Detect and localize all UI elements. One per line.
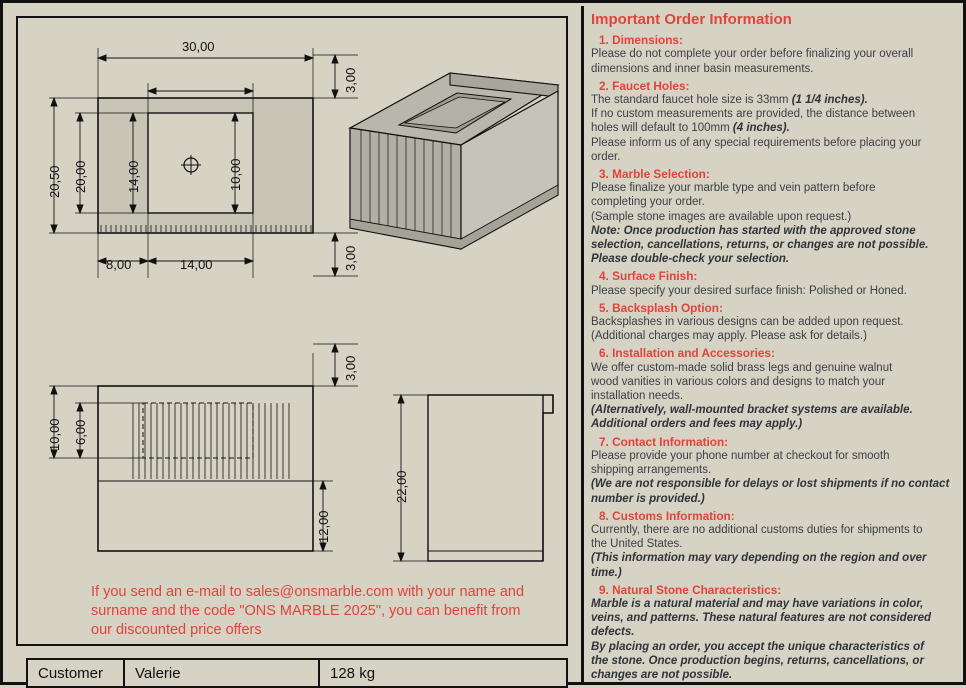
info-section-line (591, 492, 963, 506)
info-line-text: changes are not possible. (591, 668, 733, 681)
info-line-text: If no custom measurements are provided, the distance between (591, 108, 916, 121)
info-section-line (591, 284, 963, 298)
info-line-text: order. (591, 150, 621, 163)
info-line-text: Please finalize your marble type and vein pattern before (591, 182, 876, 195)
title-block (26, 658, 568, 688)
dim-offset-left: 8,00 (106, 257, 132, 272)
info-line-text: The standard faucet hole size is 33mm (591, 94, 792, 107)
weight-value: 128 kg (330, 664, 376, 682)
info-section-line (591, 252, 963, 266)
dim-front-left-inner: 6,00 (73, 419, 88, 445)
dim-front-top-right: 3,00 (343, 355, 358, 381)
info-section-line (591, 668, 963, 682)
info-section-line (591, 121, 963, 135)
info-line-text: Please specify your desired surface finish: Polished or Honed. (591, 284, 907, 297)
dim-basin-width: 14,00 (126, 160, 141, 193)
info-line-text: completing your order. (591, 196, 705, 209)
drawing-vectors (13, 13, 575, 653)
info-line-text: Please double-check your selection. (591, 253, 790, 266)
info-line-text: holes will default to 100mm (591, 122, 733, 135)
info-section-line (591, 238, 963, 252)
info-line-text: (Sample stone images are available upon request.) (591, 210, 852, 223)
info-line-text: (We are not responsible for delays or lost shipments if no contact (591, 478, 950, 491)
info-section-line (591, 654, 963, 668)
info-line-text: Please do not complete your order before finalizing your overall (591, 48, 914, 61)
info-section-line (591, 150, 963, 164)
info-section-title: 2. Faucet Holes: (599, 78, 690, 93)
customer-name: Valerie (135, 664, 181, 682)
info-section-line (591, 315, 963, 329)
dim-bottom-right: 3,00 (343, 245, 358, 271)
info-section-line (591, 625, 963, 639)
info-section-title: 3. Marble Selection: (599, 167, 710, 182)
info-line-text: We offer custom-made solid brass legs and genuine walnut (591, 361, 893, 374)
customer-label: Customer (38, 664, 104, 682)
info-line-text: Marble is a natural material and may have variations in color, (591, 597, 924, 610)
dim-bottom-inner: 14,00 (180, 257, 213, 272)
info-section-line (591, 361, 963, 375)
info-section-line (591, 210, 963, 224)
info-section-line (591, 224, 963, 238)
order-information-panel (591, 13, 963, 681)
info-section-line (591, 449, 963, 463)
info-line-text: the stone. Once production begins, returns, cancellations, or (591, 654, 924, 667)
info-section-line (591, 93, 963, 107)
info-line-text: Currently, there are no additional customs duties for shipments to (591, 523, 923, 536)
dim-top-right: 3,00 (343, 67, 358, 93)
info-line-text: time.) (591, 566, 622, 579)
info-line-text: installation needs. (591, 390, 684, 403)
info-section-line (591, 523, 963, 537)
info-line-emphasis: (4 inches). (732, 122, 790, 135)
info-line-text: number is provided.) (591, 492, 705, 505)
panel-divider (581, 6, 584, 685)
info-line-text: (This information may vary depending on the region and over (591, 552, 927, 565)
dim-side-height: 22,00 (394, 470, 409, 503)
dim-top-width: 30,00 (182, 39, 215, 54)
dim-front-right-inner: 12,00 (316, 510, 331, 543)
info-section-line (591, 597, 963, 611)
info-section-line (591, 477, 963, 491)
info-section-line (591, 566, 963, 580)
info-line-text: Additional orders and fees may apply.) (591, 418, 803, 431)
info-section-line (591, 47, 963, 61)
dim-left-outer: 20,50 (47, 165, 62, 198)
info-section-line (591, 417, 963, 431)
info-line-text: defects. (591, 626, 635, 639)
info-section-line (591, 537, 963, 551)
info-section-line (591, 107, 963, 121)
info-section-title: 9. Natural Stone Characteristics: (599, 582, 782, 597)
info-line-text: Backsplashes in various designs can be added upon request. (591, 316, 904, 329)
info-sections (591, 33, 963, 682)
technical-drawing-panel (13, 13, 575, 682)
info-section-title: 6. Installation and Accessories: (599, 346, 775, 361)
info-section-line (591, 611, 963, 625)
info-line-text: (Additional charges may apply. Please ask for details.) (591, 330, 867, 343)
info-section-line (591, 403, 963, 417)
info-line-text: Please provide your phone number at checkout for smooth (591, 449, 890, 462)
info-section-line (591, 389, 963, 403)
info-line-text: (Alternatively, wall-mounted bracket systems are available. (591, 404, 913, 417)
info-section-title: 8. Customs Information: (599, 508, 735, 523)
info-heading: Important Order Information (591, 11, 792, 28)
info-section-title: 4. Surface Finish: (599, 269, 698, 284)
info-line-text: wood vanities in various colors and designs to match your (591, 375, 886, 388)
info-section-line (591, 136, 963, 150)
info-line-text: Please inform us of any special requirements before placing your (591, 136, 922, 149)
info-section-title: 7. Contact Information: (599, 434, 729, 449)
dim-front-left-outer: 10,00 (47, 418, 62, 451)
info-section-line (591, 463, 963, 477)
promo-text: If you send an e-mail to sales@onsmarble.com with your name and surname and the code "ONS MARBLE 2025", you can benefit from our discounted price offers (91, 584, 525, 638)
dim-basin-depth: 10,00 (228, 158, 243, 191)
info-section-title: 1. Dimensions: (599, 33, 683, 48)
info-section-line (591, 329, 963, 343)
info-line-text: veins, and patterns. These natural features are not considered (591, 612, 931, 625)
info-line-emphasis: (1 1/4 inches). (791, 94, 868, 107)
info-section-title: 5. Backsplash Option: (599, 300, 723, 315)
info-section-line (591, 181, 963, 195)
info-line-text: shipping arrangements. (591, 464, 712, 477)
info-section-line (591, 640, 963, 654)
info-line-text: the United States. (591, 538, 683, 551)
info-line-text: Note: Once production has started with the approved stone (591, 224, 916, 237)
info-section-line (591, 195, 963, 209)
info-section-line (591, 375, 963, 389)
info-line-text: selection, cancellations, returns, or changes are not possible. (591, 239, 929, 252)
info-section-line (591, 62, 963, 76)
info-line-text: dimensions and inner basin measurements. (591, 62, 814, 75)
info-line-text: By placing an order, you accept the unique characteristics of (591, 640, 924, 653)
info-section-line (591, 551, 963, 565)
dim-left-inner: 20,00 (73, 160, 88, 193)
